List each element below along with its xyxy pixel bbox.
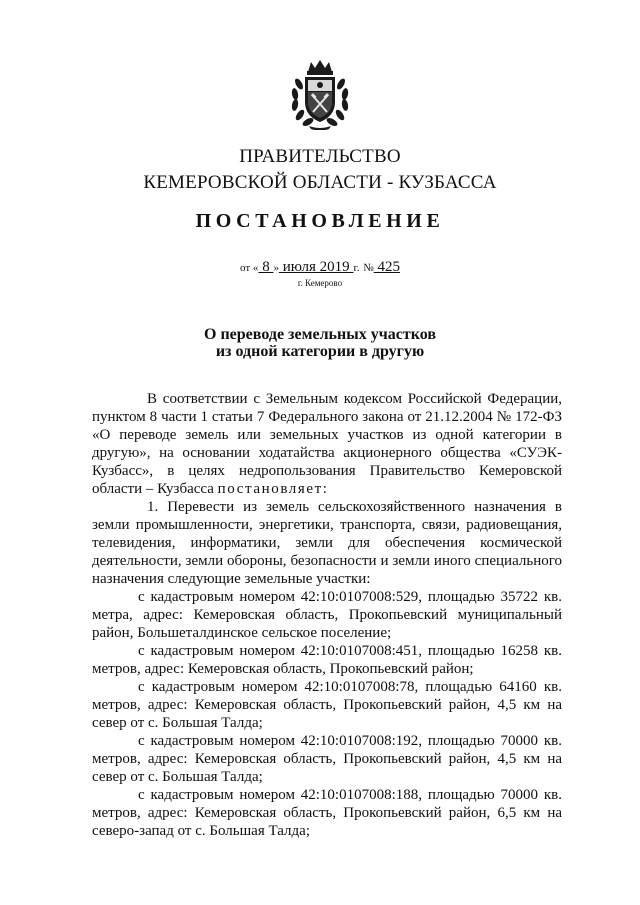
date-month-year: июля 2019 bbox=[278, 259, 354, 275]
decree-word: постановляет: bbox=[217, 481, 329, 497]
document-subject bbox=[0, 326, 640, 360]
date-day: 8 bbox=[258, 259, 274, 275]
document-body bbox=[92, 390, 562, 840]
clause-1-paragraph: 1. Перевести из земель сельскохозяйственного назначения в земли промышленности, энергетики, транспорта, связи, радиовещания, телевидения, информатики, земли для обеспечения космической деятельности, земли обороны, безопасности и земли иного специального назначения следующие земельные участки: bbox=[92, 499, 562, 587]
subject-line1: О переводе земельных участков bbox=[204, 326, 436, 343]
land-plot-item: с кадастровым номером 42:10:0107008:192, площадью 70000 кв. метров, адрес: Кемеровская область, Прокопьевский район, 4,5 км на север от с. Большая Талда; bbox=[92, 733, 562, 785]
organization-name-line1: ПРАВИТЕЛЬСТВО bbox=[239, 146, 401, 167]
date-prefix: от « bbox=[240, 262, 259, 274]
land-plot-item: с кадастровым номером 42:10:0107008:78, площадью 64160 кв. метров, адрес: Кемеровская область, Прокопьевский район, 4,5 км на север от с. Большая Талда; bbox=[92, 679, 562, 731]
organization-name-line2: КЕМЕРОВСКОЙ ОБЛАСТИ - КУЗБАССА bbox=[143, 172, 497, 193]
subject-line2: из одной категории в другую bbox=[215, 343, 425, 360]
document-number: 425 bbox=[373, 259, 400, 275]
preamble-text: В соответствии с Земельным кодексом Российской Федерации, пунктом 8 части 1 статьи 7 Федерального закона от 21.12.2004 № 172-ФЗ «О переводе земель или земельных участков из одной категории в другую», на основании ходатайства акционерного общества «СУЭК-Кузбасс», в целях недропользования Правительство Кемеровской области – Кузбасса bbox=[92, 391, 562, 497]
land-plot-item: с кадастровым номером 42:10:0107008:188, площадью 70000 кв. метров, адрес: Кемеровская область, Прокопьевский район, 6,5 км на северо-запад от с. Большая Талда; bbox=[92, 787, 562, 839]
preamble-paragraph bbox=[92, 390, 562, 498]
date-mid: » bbox=[273, 262, 279, 274]
place-of-issue: г. Кемерово bbox=[297, 278, 343, 288]
land-plot-item: с кадастровым номером 42:10:0107008:451, площадью 16258 кв. метров, адрес: Кемеровская область, Прокопьевский район; bbox=[92, 643, 562, 677]
date-number-line bbox=[0, 259, 640, 276]
year-suffix: г. bbox=[353, 262, 360, 274]
land-plot-item: с кадастровым номером 42:10:0107008:529, площадью 35722 кв. метра, адрес: Кемеровская область, Прокопьевский муниципальный район, Большеталдинское сельское поселение; bbox=[92, 589, 562, 641]
document-type-title: ПОСТАНОВЛЕНИЕ bbox=[195, 210, 445, 232]
coat-of-arms-icon bbox=[287, 58, 353, 130]
number-label: № bbox=[363, 262, 374, 274]
